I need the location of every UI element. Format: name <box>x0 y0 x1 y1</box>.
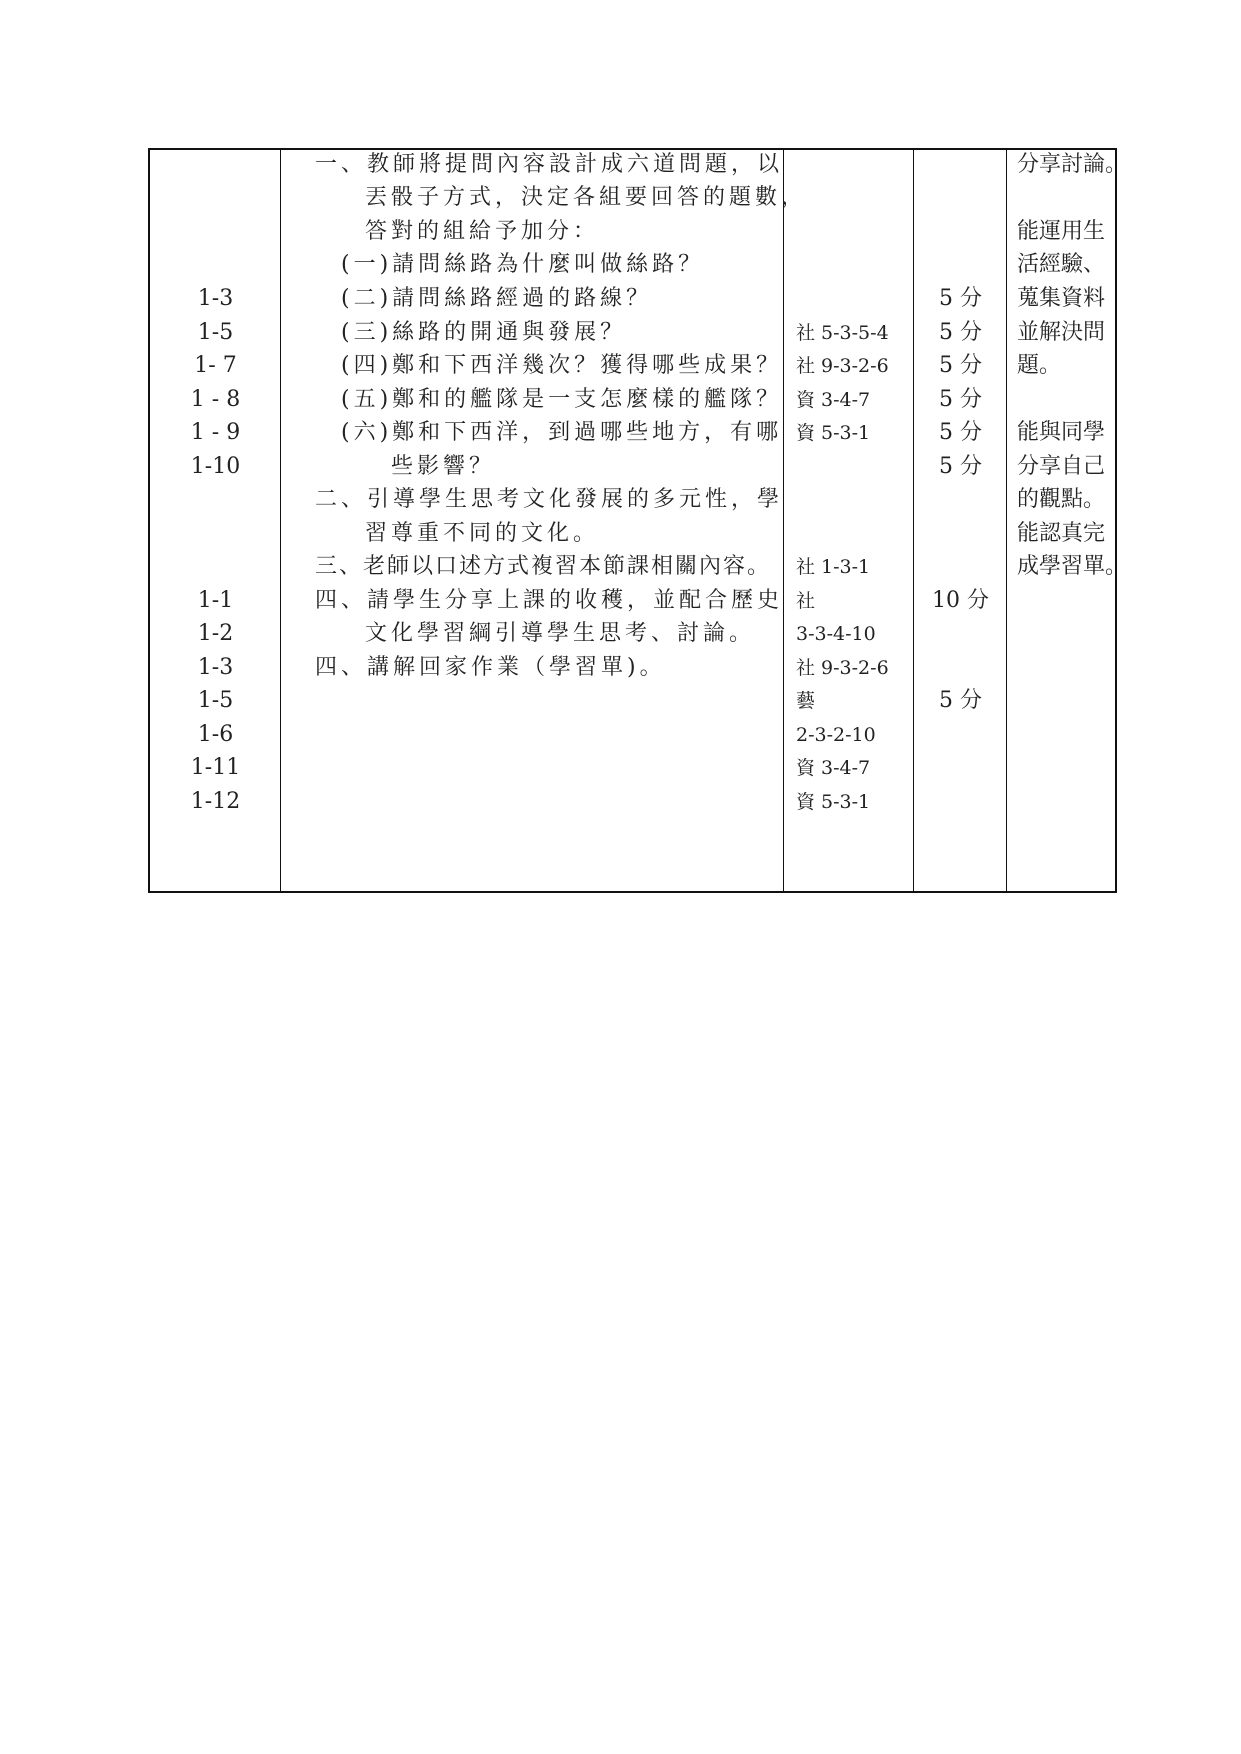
indicator-cell: 1-2 <box>197 621 234 646</box>
indicator-cell: 1-1 <box>197 588 234 613</box>
assessment-line: 的觀點。 <box>1017 487 1106 512</box>
indicator-cell: 1-5 <box>197 688 234 713</box>
activity-line: 三、老師以口述方式複習本節課相關內容。 <box>315 554 772 579</box>
activity-line: (六)鄭和下西洋，到過哪些地方，有哪 <box>341 420 783 445</box>
activity-line: 四、講解回家作業（學習單)。 <box>315 655 666 680</box>
indicator-cell: 1-11 <box>190 755 241 780</box>
indicator-cell: 1-3 <box>197 655 234 680</box>
time-cell: 5 分 <box>939 688 982 713</box>
code-cell: 社 9-3-2-6 <box>796 355 889 377</box>
assessment-line: 蒐集資料 <box>1017 286 1106 311</box>
activity-line: (五)鄭和的艦隊是一支怎麼樣的艦隊？ <box>341 387 783 412</box>
indicator-cell: 1-12 <box>190 789 241 814</box>
code-cell: 3-3-4-10 <box>796 623 876 645</box>
code-cell: 資 5-3-1 <box>796 422 871 444</box>
activity-line: (四)鄭和下西洋幾次？獲得哪些成果？ <box>341 353 783 378</box>
indicator-cell: 1-10 <box>190 454 241 479</box>
activity-line: (三)絲路的開通與發展？ <box>341 320 627 345</box>
code-cell: 2-3-2-10 <box>796 724 876 746</box>
activity-line: 文化學習綱引導學生思考、討論。 <box>365 621 756 646</box>
activity-column <box>281 150 808 891</box>
assessment-line: 分享討論。 <box>1017 152 1128 177</box>
time-cell: 10 分 <box>932 588 989 613</box>
assessment-line: 活經驗、 <box>1017 252 1106 277</box>
assessment-line: 能認真完 <box>1017 521 1106 546</box>
indicator-cell: 1-6 <box>197 722 234 747</box>
assessment-line: 並解決問 <box>1017 320 1106 345</box>
indicator-cell: 1-3 <box>197 286 234 311</box>
code-cell: 社 5-3-5-4 <box>796 322 889 344</box>
activity-line: 一、教師將提問內容設計成六道問題，以 <box>315 152 784 177</box>
time-column <box>914 150 1007 891</box>
activity-line: (二)請問絲路經過的路線？ <box>341 286 653 311</box>
assessment-line: 能與同學 <box>1017 420 1106 445</box>
activity-line: (一)請問絲路為什麼叫做絲路？ <box>341 252 705 277</box>
assessment-column <box>1007 150 1128 891</box>
code-cell: 社 9-3-2-6 <box>796 657 889 679</box>
code-cell: 資 5-3-1 <box>796 791 871 813</box>
code-cell: 社 1-3-1 <box>796 556 871 578</box>
assessment-line: 分享自己 <box>1017 454 1106 479</box>
assessment-line: 成學習單。 <box>1017 554 1128 579</box>
lesson-plan-table <box>148 148 1128 893</box>
code-column <box>784 150 914 891</box>
time-cell: 5 分 <box>939 286 982 311</box>
indicator-cell: 1 - 9 <box>190 420 241 445</box>
time-cell: 5 分 <box>939 454 982 479</box>
activity-line: 習尊重不同的文化。 <box>365 521 600 546</box>
time-cell: 5 分 <box>939 353 982 378</box>
indicator-column <box>150 150 281 891</box>
time-cell: 5 分 <box>939 320 982 345</box>
code-cell: 資 3-4-7 <box>796 389 871 411</box>
time-cell: 5 分 <box>939 420 982 445</box>
code-cell: 資 3-4-7 <box>796 757 871 779</box>
indicator-cell: 1 - 8 <box>190 387 241 412</box>
assessment-line: 能運用生 <box>1017 219 1106 244</box>
code-cell: 社 <box>796 590 816 612</box>
activity-line: 二、引導學生思考文化發展的多元性，學 <box>315 487 784 512</box>
activity-line: 答對的組給予加分： <box>365 219 600 244</box>
time-cell: 5 分 <box>939 387 982 412</box>
indicator-cell: 1- 7 <box>194 353 237 378</box>
code-cell: 藝 <box>796 690 816 712</box>
indicator-cell: 1-5 <box>197 320 234 345</box>
assessment-line: 題。 <box>1017 353 1062 378</box>
activity-line: 些影響？ <box>391 454 496 479</box>
activity-line: 四、請學生分享上課的收穫，並配合歷史 <box>315 588 784 613</box>
activity-line: 丟骰子方式，決定各組要回答的題數， <box>365 185 808 210</box>
